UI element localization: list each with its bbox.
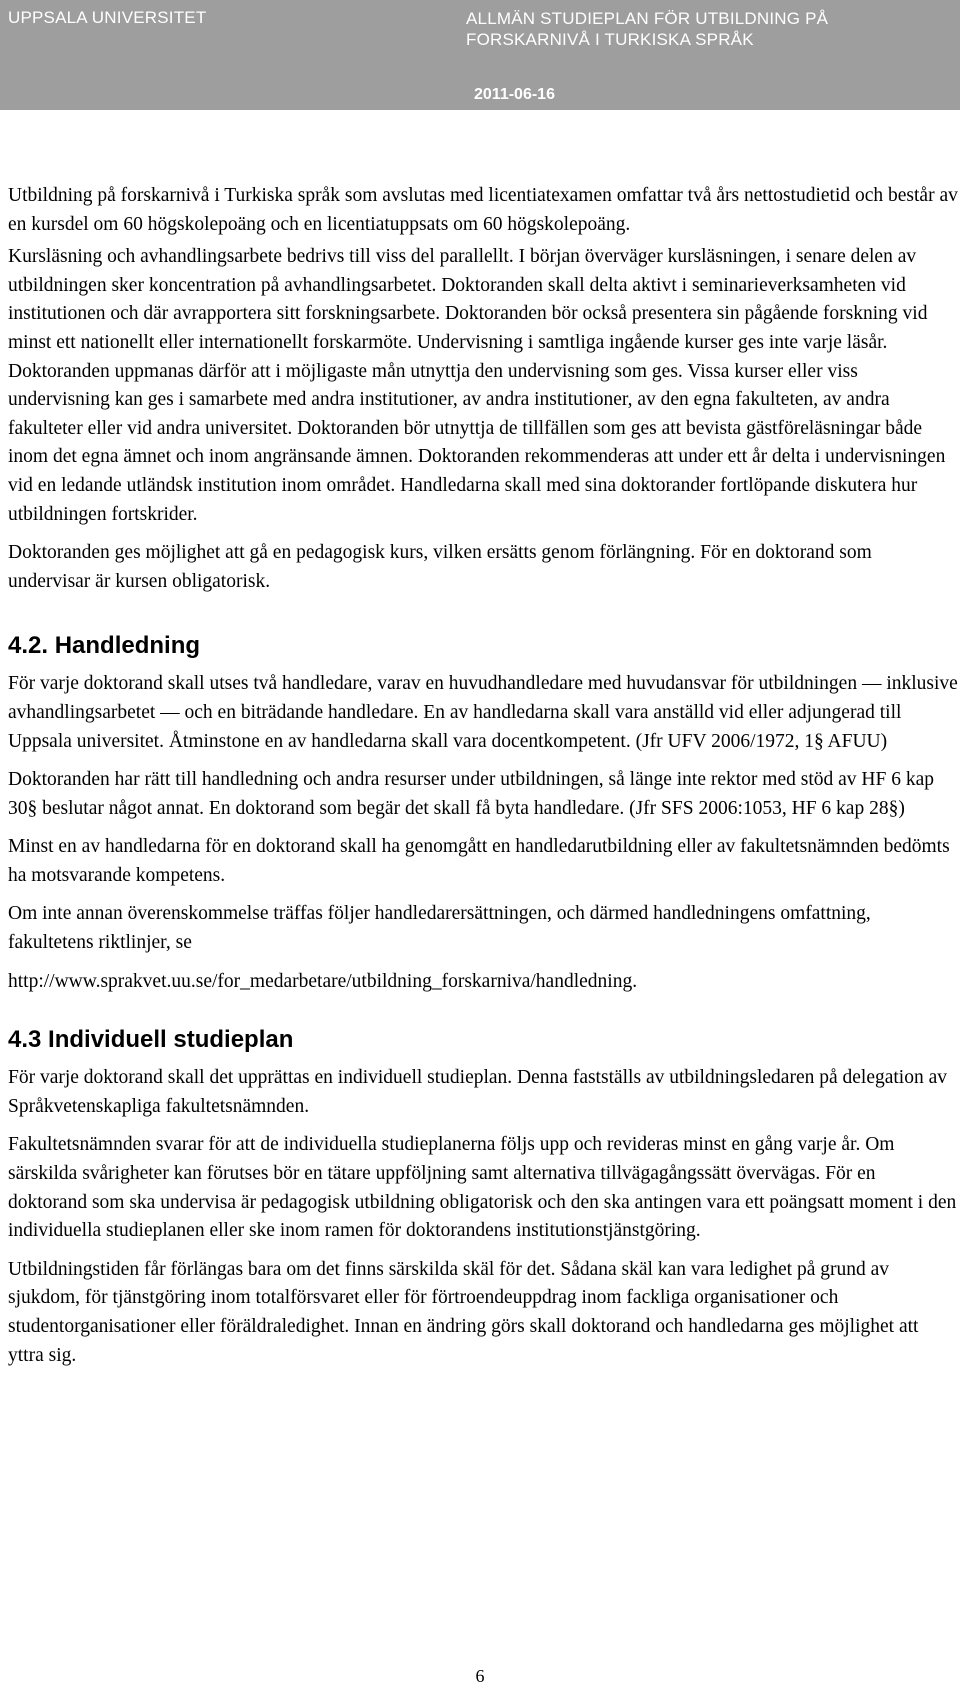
intro-paragraph-2: Kursläsning och avhandlingsarbete bedrivs till viss del parallellt. I början överväger kursläsningen, i senare delen av utbildningen sker koncentration på avhandlingsarbetet. Doktoranden skall delta aktivt i seminarieverksamheten vid institutionen och där avrapportera sitt forskningsarbete. Doktoranden bör också presentera sin pågående forskning vid minst ett nationellt eller internationellt forskarmöte. Undervisning i samtliga ingående kurser ges inte varje läsår. Doktoranden uppmanas därför att i möjligaste mån utnyttja den undervisning som ges. Vissa kurser eller viss undervisning kan ges i samarbete med andra institutioner, av andra institutioner, av den egna fakulteten, av andra fakulteter eller vid andra universitet. Doktoranden bör utnyttja de tillfällen som ges att bevista gästföreläsningar både inom det egna ämnet och inom angränsande ämnen. Doktoranden rekommenderas att under ett år delta i undervisningen vid en ledande utländsk institution inom området. Handledarna skall med sina doktorander fortlöpande diskutera hur utbildningen fortskrider.: [8, 246, 946, 525]
document-title-line-2: FORSKARNIVÅ I TURKISKA SPRÅK: [466, 30, 754, 49]
intro-paragraph-1: Utbildning på forskarnivå i Turkiska språk som avslutas med licentiatexamen omfattar två års nettostudietid och består av en kursdel om 60 högskolepoäng och en licentiatuppsats om 60 högskolepoäng.: [8, 185, 958, 235]
intro-paragraph-3: Doktoranden ges möjlighet att gå en pedagogisk kurs, vilken ersätts genom förlängning. För en doktorand som undervisar är kursen obligatorisk.: [8, 542, 872, 592]
studieplan-paragraph-1: För varje doktorand skall det upprättas en individuell studieplan. Denna fastställs av utbildningsledaren på delegation av Språkvetenskapliga fakultetsnämnden.: [8, 1067, 948, 1117]
page-header: [0, 0, 960, 110]
section-heading-studieplan: 4.3 Individuell studieplan: [8, 1026, 294, 1054]
section-heading-handledning: 4.2. Handledning: [8, 632, 201, 660]
handledning-paragraph-2: Doktoranden har rätt till handledning och andra resurser under utbildningen, så länge inte rektor med stöd av HF 6 kap 30§ beslutar något annat. En doktorand som begär det skall få byta handledare. (Jfr SFS 2006:1053, HF 6 kap 28§): [8, 769, 934, 819]
university-name: UPPSALA UNIVERSITET: [8, 8, 207, 27]
handledning-paragraph-1: För varje doktorand skall utses två handledare, varav en huvudhandledare med huvudansvar för utbildningen — inklusive avhandlingsarbetet — och en biträdande handledare. En av handledarna skall vara anställd vid eller adjungerad till Uppsala universitet. Åtminstone en av handledarna skall vara docentkompetent. (Jfr UFV 2006/1972, 1§ AFUU): [8, 673, 958, 752]
document-title-line-1: ALLMÄN STUDIEPLAN FÖR UTBILDNING PÅ: [466, 9, 829, 28]
studieplan-paragraph-2: Fakultetsnämnden svarar för att de individuella studieplanerna följs upp och revideras minst en gång varje år. Om särskilda svårigheter kan förutses bör en tätare uppföljning samt alternativa tillvägagångssätt övervägas. För en doktorand som ska undervisa är pedagogisk utbildning obligatorisk och den ska antingen vara ett poängsatt moment i den individuella studieplanen eller ske inom ramen för doktorandens institutionstjänstgöring.: [8, 1134, 957, 1242]
handledning-url[interactable]: http://www.sprakvet.uu.se/for_medarbetare/utbildning_forskarniva/handledning.: [8, 970, 638, 992]
handledning-paragraph-3: Minst en av handledarna för en doktorand skall ha genomgått en handledarutbildning eller av fakultetsnämnden bedömts ha motsvarande kompetens.: [8, 836, 950, 886]
document-body: [8, 182, 958, 1380]
studieplan-paragraph-3: Utbildningstiden får förlängas bara om det finns särskilda skäl för det. Sådana skäl kan vara ledighet på grund av sjukdom, för tjänstgöring inom totalförsvaret eller för förtroendeuppdrag inom fackliga organisationer och studentorganisationer eller föräldraledighet. Innan en ändring görs skall doktorand och handledarna ges möjlighet att yttra sig.: [8, 1258, 919, 1366]
document-date: 2011-06-16: [474, 86, 555, 103]
document-title: [466, 8, 906, 50]
handledning-paragraph-4: Om inte annan överenskommelse träffas följer handledarersättningen, och därmed handledningens omfattning, fakultetens riktlinjer, se: [8, 903, 871, 954]
page-number: 6: [475, 1666, 485, 1686]
